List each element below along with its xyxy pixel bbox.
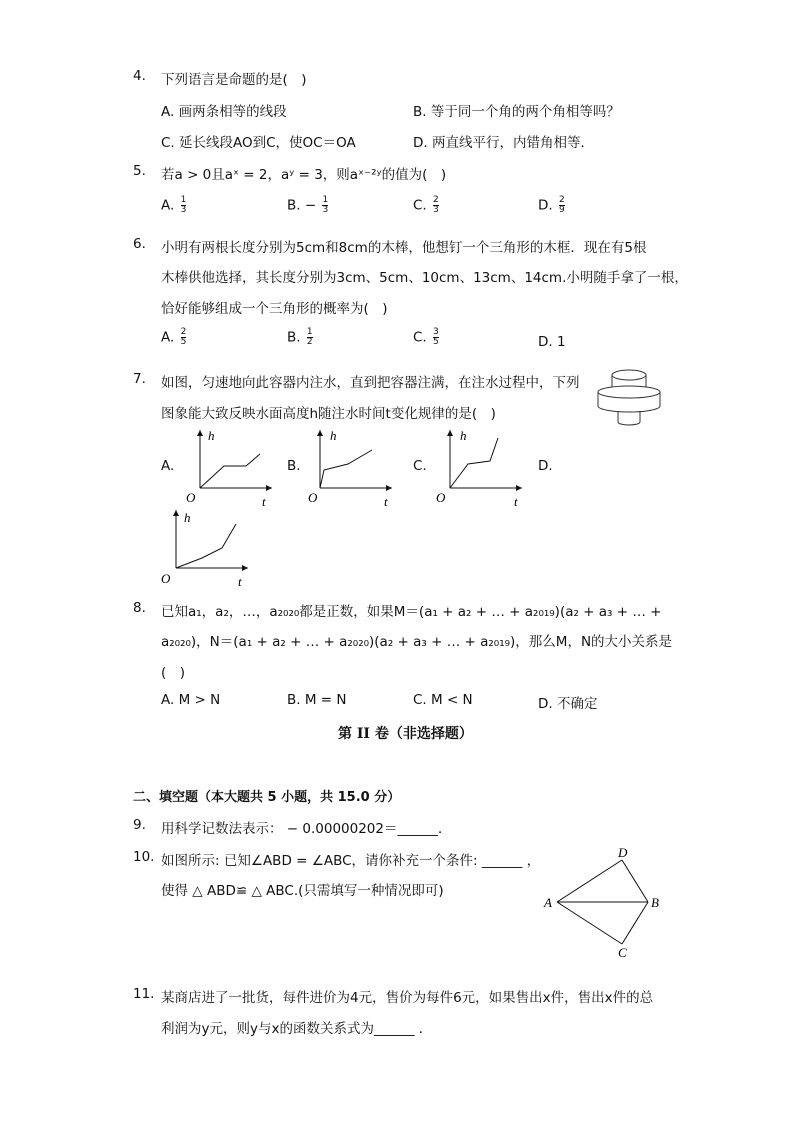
graph-c [434,424,530,510]
q7-number: 7. [133,371,146,387]
q5-option-a-fraction [181,196,187,215]
graph-c-line [450,438,498,488]
numerator: 3 [433,327,439,337]
q9-number: 9. [133,817,146,833]
q8-line2: a₂₀₂₀)，N＝(a₁ + a₂ + … + a₂₀₂₀)(a₂ + a₃ + … + a₂₀₁₉)，那么M，N的大小关系是 [161,634,673,650]
q10-line1: 如图所示: 已知∠ABD = ∠ABC，请你补充一个条件: ______ ， [161,853,541,869]
q5-option-d-label: D. [538,197,553,214]
segment-ad [557,860,622,902]
q6-option-c [413,328,439,347]
origin-label: O [436,490,446,505]
vertex-d-label: D [618,845,628,860]
q5-option-b [287,196,328,215]
q8-option-c: C. M < N [413,692,473,708]
q8-option-a: A. M > N [161,692,221,708]
q5-option-b-fraction [322,196,328,215]
numerator: 1 [306,327,313,337]
q6-option-c-fraction [433,328,439,347]
vertex-c-label: C [618,945,627,960]
denominator: 3 [433,205,439,215]
q6-option-c-label: C. [413,329,427,346]
q6-line2: 木棒供他选择，其长度分别为3cm、5cm、10cm、13cm、14cm.小明随手拿了一根， [161,270,688,286]
t-label: t [384,494,388,509]
q8-line3: ( ) [161,665,186,681]
q4-stem: 下列语言是命题的是( ) [161,72,307,88]
numerator: 2 [558,195,565,205]
numerator: 2 [180,327,187,337]
denominator: 5 [180,337,187,347]
denominator: 3 [180,205,187,215]
q10-number: 10. [133,849,155,865]
origin-label: O [161,571,171,586]
q5-stem: 若a > 0且aˣ = 2，aʸ = 3，则aˣ⁻²ʸ的值为( ) [161,167,447,183]
denominator: 5 [433,337,439,347]
t-label: t [262,494,266,509]
numerator: 1 [180,195,187,205]
q5-option-c-label: C. [413,197,427,214]
q7-line2: 图象能大致反映水面高度h随注水时间t变化规律的是( ) [161,406,496,422]
graph-d-line [176,524,236,568]
q5-option-d [538,196,565,215]
numerator: 1 [322,195,329,205]
graph-a [182,424,278,510]
segment-cb [622,902,648,944]
section-fill-in-heading: 二、填空题（本大题共 5 小题，共 15.0 分） [133,790,401,805]
q5-option-c [413,196,439,215]
q6-option-a-fraction [181,328,187,347]
q8-option-d: D. 不确定 [538,696,598,712]
t-label: t [238,574,242,589]
vertex-b-label: B [651,895,659,910]
q5-option-c-fraction [433,196,439,215]
origin-label: O [308,490,318,505]
triangle-figure [540,843,670,961]
q4-option-d: D. 两直线平行，内错角相等． [413,135,594,151]
q11-line1: 某商店进了一批货，每件进价为4元，售价为每件6元，如果售出x件，售出x件的总 [161,990,654,1006]
segment-db [622,860,648,902]
h-label: h [460,428,467,443]
q7-option-c: C. [413,458,427,474]
q6-option-a [161,328,186,347]
graph-b [304,424,400,510]
container-figure [596,368,662,430]
q8-number: 8. [133,600,146,616]
graph-d [158,506,254,592]
q5-option-a-label: A. [161,197,175,214]
q6-option-a-label: A. [161,329,175,346]
origin-label: O [186,490,196,505]
h-label: h [330,428,337,443]
q4-number: 4. [133,68,146,84]
q6-number: 6. [133,236,146,252]
denominator: 2 [306,337,313,347]
denominator: 9 [558,205,565,215]
q4-option-b: B. 等于同一个角的两个角相等吗？ [413,104,620,120]
q6-option-b-fraction [307,328,313,347]
part2-title: 第 II 卷（非选择题） [338,726,473,742]
q5-option-d-fraction [559,196,565,215]
q7-option-b: B. [287,458,301,474]
segment-ac [557,902,622,944]
q6-option-b [287,328,313,347]
q4-option-a: A. 画两条相等的线段 [161,104,287,120]
q8-option-b: B. M = N [287,692,347,708]
denominator: 3 [322,205,329,215]
q5-number: 5. [133,163,146,179]
graph-b-line [320,450,372,488]
q8-line1: 已知a₁，a₂，…，a₂₀₂₀都是正数，如果M＝(a₁ + a₂ + … + a₂₀₁₉)(a₂ + a₃ + … + [161,604,662,620]
q6-line3: 恰好能够组成一个三角形的概率为( ) [161,301,388,317]
q7-option-a: A. [161,458,175,474]
q6-option-d: D. 1 [538,334,566,350]
q10-line2: 使得 △ ABD≌ △ ABC.(只需填写一种情况即可) [161,883,444,899]
q6-option-b-label: B. [287,329,301,346]
q7-option-d: D. [538,458,553,474]
q11-number: 11. [133,986,155,1002]
q6-line1: 小明有两根长度分别为5cm和8cm的木棒，他想钉一个三角形的木框．现在有5根 [161,240,647,256]
q9-text: 用科学记数法表示： − 0.00000202＝______． [161,821,452,837]
t-label: t [514,494,518,509]
numerator: 2 [433,195,439,205]
h-label: h [184,510,191,525]
q11-line2: 利润为y元，则y与x的函数关系式为______ ． [161,1021,433,1037]
graph-a-line [200,454,260,488]
q5-option-a [161,196,186,215]
vertex-a-label: A [544,895,552,910]
q4-option-c: C. 延长线段AO到C，使OC＝OA [161,135,356,151]
q7-line1: 如图，匀速地向此容器内注水，直到把容器注满，在注水过程中，下列 [161,375,580,391]
q5-option-b-label: B. − [287,197,317,214]
h-label: h [208,428,215,443]
